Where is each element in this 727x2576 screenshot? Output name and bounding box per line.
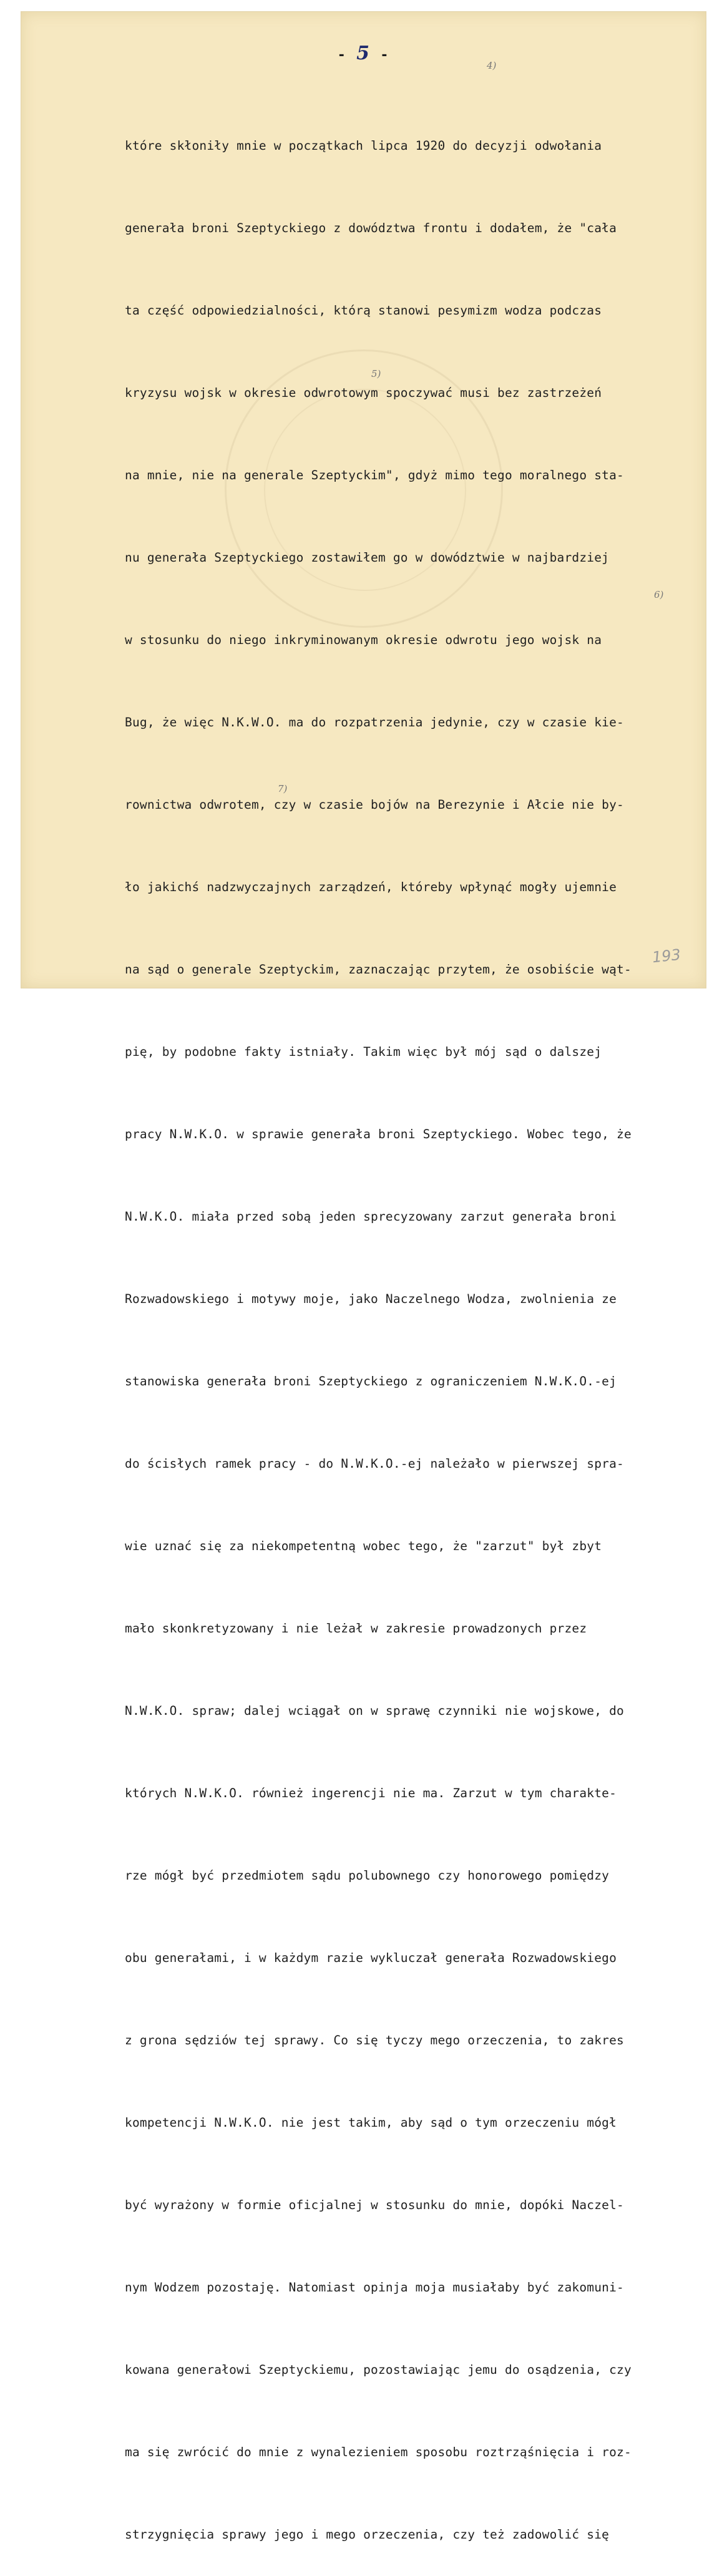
text-line: rownictwa odwrotem, czy w czasie bojów na Berezynie i Ałcie nie by-: [125, 798, 624, 812]
text-line: Rozwadowskiego i motywy moje, jako Naczelnego Wodza, zwolnienia ze: [125, 1292, 617, 1306]
text-line: z grona sędziów tej sprawy. Co się tyczy mego orzeczenia, to zakres: [125, 2033, 624, 2047]
footnote-mark-5: 5): [371, 368, 381, 379]
text-line: być wyrażony w formie oficjalnej w stosunku do mnie, dopóki Naczel-: [125, 2198, 624, 2212]
text-line: pię, by podobne fakty istniały. Takim więc był mój sąd o dalszej: [125, 1045, 602, 1059]
text-line: pracy N.W.K.O. w sprawie generała broni Szeptyckiego. Wobec tego, że: [125, 1127, 632, 1141]
page-number: [0, 42, 727, 64]
text-line: na sąd o generale Szeptyckim, zaznaczając przytem, że osobiście wąt-: [125, 962, 632, 977]
text-line: kowana generałowi Szeptyckiemu, pozostawiając jemu do osądzenia, czy: [125, 2363, 632, 2377]
typewritten-body: [125, 77, 699, 2576]
text-line: Bug, że więc N.K.W.O. ma do rozpatrzenia jedynie, czy w czasie kie-: [125, 715, 624, 729]
text-line: generała broni Szeptyckiego z dowództwa frontu i dodałem, że "cała: [125, 221, 617, 235]
text-line: w stosunku do niego inkryminowanym okresie odwrotu jego wojsk na: [125, 633, 602, 647]
text-line: kryzysu wojsk w okresie odwrotowym spoczywać musi bez zastrzeżeń: [125, 386, 602, 400]
text-line: wie uznać się za niekompetentną wobec tego, że "zarzut" był zbyt: [125, 1539, 602, 1553]
text-line: do ścisłych ramek pracy - do N.W.K.O.-ej należało w pierwszej spra-: [125, 1456, 624, 1471]
footnote-mark-7: 7): [278, 783, 288, 794]
text-line: rze mógł być przedmiotem sądu polubownego czy honorowego pomiędzy: [125, 1868, 610, 1883]
text-line: N.W.K.O. spraw; dalej wciągał on w sprawę czynniki nie wojskowe, do: [125, 1704, 624, 1718]
text-line: stanowiska generała broni Szeptyckiego z ograniczeniem N.W.K.O.-ej: [125, 1374, 617, 1388]
page-number-value: 5: [356, 42, 371, 64]
text-line: ta część odpowiedzialności, którą stanowi pesymizm wodza podczas: [125, 303, 602, 318]
text-line: na mnie, nie na generale Szeptyckim", gdyż mimo tego moralnego sta-: [125, 468, 624, 482]
text-line: ło jakichś nadzwyczajnych zarządzeń, któreby wpłynąć mogły ujemnie: [125, 880, 617, 894]
page-number-dash-left: -: [337, 47, 347, 63]
text-line: które skłoniły mnie w początkach lipca 1920 do decyzji odwołania: [125, 139, 602, 153]
text-line: obu generałami, i w każdym razie wykluczał generała Rozwadowskiego: [125, 1951, 617, 1965]
text-line: N.W.K.O. miała przed sobą jeden sprecyzowany zarzut generała broni: [125, 1209, 617, 1224]
text-line: kompetencji N.W.K.O. nie jest takim, aby sąd o tym orzeczeniu mógł: [125, 2115, 617, 2130]
text-line: mało skonkretyzowany i nie leżał w zakresie prowadzonych przez: [125, 1621, 587, 1636]
text-line: strzygnięcia sprawy jego i mego orzeczenia, czy też zadowolić się: [125, 2527, 610, 2542]
text-line: nu generała Szeptyckiego zostawiłem go w dowództwie w najbardziej: [125, 550, 610, 565]
archive-folio-number: 193: [651, 945, 682, 967]
text-line: nym Wodzem pozostaję. Natomiast opinja moja musiałaby być zakomuni-: [125, 2280, 624, 2295]
text-line: których N.W.K.O. również ingerencji nie ma. Zarzut w tym charakte-: [125, 1786, 617, 1800]
text-line: ma się zwrócić do mnie z wynalezieniem sposobu roztrząśnięcia i roz-: [125, 2445, 632, 2459]
footnote-mark-6: 6): [654, 589, 664, 600]
footnote-mark-4: 4): [487, 60, 497, 71]
page-number-dash-right: -: [380, 47, 390, 63]
